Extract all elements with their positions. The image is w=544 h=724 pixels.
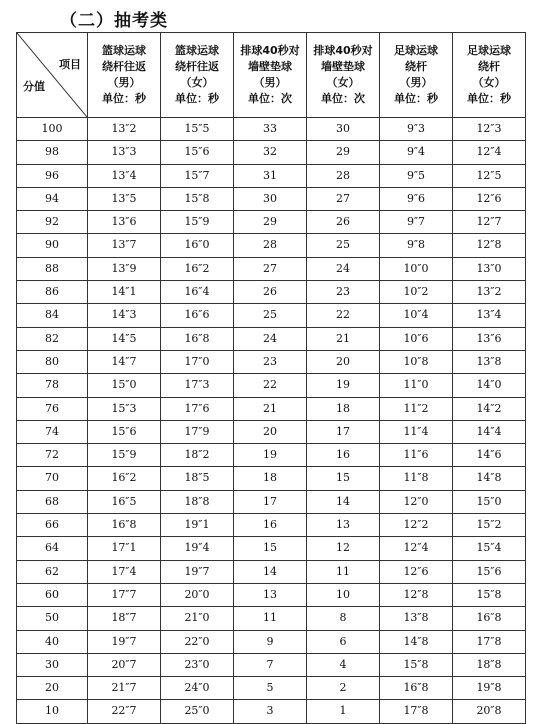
value-cell: 18	[234, 467, 307, 490]
column-header-line: 单位：次	[321, 92, 365, 105]
value-cell: 10″8	[380, 350, 453, 373]
value-cell: 24	[234, 327, 307, 350]
value-cell: 15″6	[453, 560, 526, 583]
value-cell: 16″6	[161, 304, 234, 327]
value-cell: 15″2	[453, 514, 526, 537]
value-cell: 14	[234, 560, 307, 583]
value-cell: 11	[307, 560, 380, 583]
value-cell: 12″8	[453, 234, 526, 257]
value-cell: 12″6	[380, 560, 453, 583]
value-cell: 9″3	[380, 118, 453, 141]
score-cell: 72	[17, 444, 88, 467]
table-row	[17, 374, 526, 397]
value-cell: 2	[307, 677, 380, 700]
value-cell: 15″5	[161, 118, 234, 141]
score-cell: 10	[17, 700, 88, 723]
value-cell: 14″5	[88, 327, 161, 350]
score-cell: 66	[17, 514, 88, 537]
table-row	[17, 607, 526, 630]
value-cell: 17″0	[161, 350, 234, 373]
value-cell: 18″8	[453, 653, 526, 676]
value-cell: 11″8	[380, 467, 453, 490]
value-cell: 17″9	[161, 420, 234, 443]
score-cell: 98	[17, 141, 88, 164]
score-cell: 94	[17, 187, 88, 210]
table-row	[17, 700, 526, 723]
value-cell: 12″4	[380, 537, 453, 560]
value-cell: 17″6	[161, 397, 234, 420]
column-header	[453, 33, 526, 118]
value-cell: 9	[234, 630, 307, 653]
diagonal-line	[17, 33, 87, 117]
score-cell: 76	[17, 397, 88, 420]
value-cell: 21	[307, 327, 380, 350]
value-cell: 12″8	[380, 583, 453, 606]
value-cell: 19″1	[161, 514, 234, 537]
score-cell: 96	[17, 164, 88, 187]
value-cell: 18″7	[88, 607, 161, 630]
score-cell: 78	[17, 374, 88, 397]
value-cell: 25	[307, 234, 380, 257]
score-cell: 64	[17, 537, 88, 560]
score-cell: 50	[17, 607, 88, 630]
column-header-line: 墙壁垫球	[321, 60, 365, 73]
value-cell: 27	[234, 257, 307, 280]
corner-score-label: 分值	[23, 80, 45, 93]
value-cell: 14″8	[380, 630, 453, 653]
value-cell: 31	[234, 164, 307, 187]
value-cell: 23	[307, 281, 380, 304]
value-cell: 16″8	[453, 607, 526, 630]
value-cell: 13″8	[453, 350, 526, 373]
value-cell: 9″8	[380, 234, 453, 257]
value-cell: 17″1	[88, 537, 161, 560]
value-cell: 15″6	[161, 141, 234, 164]
column-header-line: 绕杆	[405, 60, 427, 73]
value-cell: 10	[307, 583, 380, 606]
value-cell: 22″7	[88, 700, 161, 723]
header-row	[17, 33, 526, 118]
value-cell: 15″7	[161, 164, 234, 187]
value-cell: 21	[234, 397, 307, 420]
value-cell: 12″6	[453, 187, 526, 210]
value-cell: 33	[234, 118, 307, 141]
table-row	[17, 444, 526, 467]
value-cell: 13″4	[453, 304, 526, 327]
column-header-line: 单位：秒	[394, 92, 438, 105]
column-header-line: 篮球运球	[175, 44, 219, 57]
score-cell: 80	[17, 350, 88, 373]
value-cell: 15″8	[161, 187, 234, 210]
column-header-line: 单位：秒	[102, 92, 146, 105]
value-cell: 25″0	[161, 700, 234, 723]
value-cell: 10″2	[380, 281, 453, 304]
score-cell: 100	[17, 118, 88, 141]
value-cell: 14″4	[453, 420, 526, 443]
column-header-line: 单位：秒	[467, 92, 511, 105]
value-cell: 16″8	[380, 677, 453, 700]
table-row	[17, 257, 526, 280]
value-cell: 14″7	[88, 350, 161, 373]
value-cell: 13″2	[453, 281, 526, 304]
value-cell: 16	[234, 514, 307, 537]
value-cell: 27	[307, 187, 380, 210]
value-cell: 17″7	[88, 583, 161, 606]
value-cell: 28	[307, 164, 380, 187]
value-cell: 11″4	[380, 420, 453, 443]
value-cell: 15″6	[88, 420, 161, 443]
value-cell: 13	[234, 583, 307, 606]
corner-item-label: 项目	[59, 58, 81, 71]
value-cell: 24″0	[161, 677, 234, 700]
table-row	[17, 583, 526, 606]
value-cell: 16	[307, 444, 380, 467]
table-row	[17, 397, 526, 420]
corner-header	[17, 33, 88, 118]
table-row	[17, 490, 526, 513]
value-cell: 13″8	[380, 607, 453, 630]
value-cell: 18″8	[161, 490, 234, 513]
value-cell: 20	[234, 420, 307, 443]
value-cell: 15	[307, 467, 380, 490]
value-cell: 21″0	[161, 607, 234, 630]
value-cell: 21″7	[88, 677, 161, 700]
score-table-body	[17, 118, 526, 724]
score-cell: 60	[17, 583, 88, 606]
value-cell: 13″6	[88, 211, 161, 234]
value-cell: 1	[307, 700, 380, 723]
value-cell: 12″7	[453, 211, 526, 234]
column-header-line: 排球40秒对	[240, 44, 300, 57]
value-cell: 13″3	[88, 141, 161, 164]
value-cell: 30	[307, 118, 380, 141]
value-cell: 25	[234, 304, 307, 327]
column-header	[88, 33, 161, 118]
column-header-line: （女）	[472, 76, 506, 89]
value-cell: 9″7	[380, 211, 453, 234]
value-cell: 22	[307, 304, 380, 327]
value-cell: 13″2	[88, 118, 161, 141]
value-cell: 15″9	[88, 444, 161, 467]
value-cell: 23″0	[161, 653, 234, 676]
value-cell: 11″0	[380, 374, 453, 397]
column-header-line: 绕杆往返	[175, 60, 219, 73]
value-cell: 19″7	[88, 630, 161, 653]
value-cell: 7	[234, 653, 307, 676]
value-cell: 14″1	[88, 281, 161, 304]
score-cell: 90	[17, 234, 88, 257]
table-row	[17, 164, 526, 187]
value-cell: 15	[234, 537, 307, 560]
value-cell: 16″5	[88, 490, 161, 513]
value-cell: 12″2	[380, 514, 453, 537]
value-cell: 28	[234, 234, 307, 257]
value-cell: 17″3	[161, 374, 234, 397]
value-cell: 15″4	[453, 537, 526, 560]
column-header-line: 篮球运球	[102, 44, 146, 57]
section-title: （二）抽考类	[60, 11, 168, 31]
score-cell: 88	[17, 257, 88, 280]
table-row	[17, 514, 526, 537]
table-row	[17, 234, 526, 257]
value-cell: 11″6	[380, 444, 453, 467]
score-cell: 84	[17, 304, 88, 327]
value-cell: 13″4	[88, 164, 161, 187]
value-cell: 32	[234, 141, 307, 164]
table-row	[17, 141, 526, 164]
score-cell: 82	[17, 327, 88, 350]
column-header	[234, 33, 307, 118]
column-header-line: （男）	[253, 76, 287, 89]
table-row	[17, 653, 526, 676]
value-cell: 20″0	[161, 583, 234, 606]
column-header-line: （男）	[107, 76, 141, 89]
value-cell: 17″8	[380, 700, 453, 723]
value-cell: 15″9	[161, 211, 234, 234]
column-header-line: （女）	[326, 76, 360, 89]
column-header-line: 单位：秒	[175, 92, 219, 105]
column-header	[307, 33, 380, 118]
value-cell: 4	[307, 653, 380, 676]
table-row	[17, 187, 526, 210]
table-row	[17, 467, 526, 490]
value-cell: 13″7	[88, 234, 161, 257]
value-cell: 12″4	[453, 141, 526, 164]
score-cell: 68	[17, 490, 88, 513]
column-header-line: 排球40秒对	[313, 44, 373, 57]
value-cell: 24	[307, 257, 380, 280]
value-cell: 16″0	[161, 234, 234, 257]
value-cell: 20	[307, 350, 380, 373]
value-cell: 12″5	[453, 164, 526, 187]
column-header-line: 绕杆往返	[102, 60, 146, 73]
value-cell: 14	[307, 490, 380, 513]
value-cell: 12″0	[380, 490, 453, 513]
column-header-line: 墙壁垫球	[248, 60, 292, 73]
column-header-line: （女）	[180, 76, 214, 89]
value-cell: 15″0	[88, 374, 161, 397]
table-row	[17, 677, 526, 700]
value-cell: 18″2	[161, 444, 234, 467]
score-cell: 20	[17, 677, 88, 700]
table-row	[17, 118, 526, 141]
score-cell: 86	[17, 281, 88, 304]
value-cell: 14″6	[453, 444, 526, 467]
value-cell: 18″5	[161, 467, 234, 490]
value-cell: 23	[234, 350, 307, 373]
value-cell: 16″2	[161, 257, 234, 280]
score-cell: 62	[17, 560, 88, 583]
value-cell: 11″2	[380, 397, 453, 420]
value-cell: 3	[234, 700, 307, 723]
table-row	[17, 630, 526, 653]
value-cell: 17	[307, 420, 380, 443]
column-header	[380, 33, 453, 118]
table-row	[17, 211, 526, 234]
table-row	[17, 537, 526, 560]
value-cell: 26	[307, 211, 380, 234]
value-cell: 9″5	[380, 164, 453, 187]
value-cell: 19″8	[453, 677, 526, 700]
table-row	[17, 304, 526, 327]
value-cell: 14″8	[453, 467, 526, 490]
value-cell: 22″0	[161, 630, 234, 653]
value-cell: 8	[307, 607, 380, 630]
value-cell: 12″3	[453, 118, 526, 141]
value-cell: 15″8	[380, 653, 453, 676]
value-cell: 19	[234, 444, 307, 467]
value-cell: 9″6	[380, 187, 453, 210]
value-cell: 15″0	[453, 490, 526, 513]
value-cell: 15″8	[453, 583, 526, 606]
value-cell: 14″0	[453, 374, 526, 397]
column-header	[161, 33, 234, 118]
column-header-line: 单位：次	[248, 92, 292, 105]
table-row	[17, 281, 526, 304]
value-cell: 5	[234, 677, 307, 700]
value-cell: 9″4	[380, 141, 453, 164]
value-cell: 17″8	[453, 630, 526, 653]
table-row	[17, 327, 526, 350]
value-cell: 29	[234, 211, 307, 234]
score-cell: 92	[17, 211, 88, 234]
value-cell: 13	[307, 514, 380, 537]
value-cell: 19	[307, 374, 380, 397]
value-cell: 10″4	[380, 304, 453, 327]
value-cell: 19″7	[161, 560, 234, 583]
value-cell: 18	[307, 397, 380, 420]
value-cell: 16″2	[88, 467, 161, 490]
value-cell: 6	[307, 630, 380, 653]
score-cell: 70	[17, 467, 88, 490]
value-cell: 20″8	[453, 700, 526, 723]
value-cell: 16″8	[88, 514, 161, 537]
value-cell: 13″5	[88, 187, 161, 210]
value-cell: 19″4	[161, 537, 234, 560]
value-cell: 10″0	[380, 257, 453, 280]
value-cell: 14″2	[453, 397, 526, 420]
column-header-line: 足球运球	[467, 44, 511, 57]
score-table	[16, 32, 526, 724]
value-cell: 13″6	[453, 327, 526, 350]
value-cell: 29	[307, 141, 380, 164]
value-cell: 13″9	[88, 257, 161, 280]
value-cell: 16″4	[161, 281, 234, 304]
table-row	[17, 560, 526, 583]
score-cell: 30	[17, 653, 88, 676]
value-cell: 11	[234, 607, 307, 630]
score-cell: 40	[17, 630, 88, 653]
value-cell: 16″8	[161, 327, 234, 350]
score-cell: 74	[17, 420, 88, 443]
value-cell: 30	[234, 187, 307, 210]
column-header-line: 足球运球	[394, 44, 438, 57]
value-cell: 20″7	[88, 653, 161, 676]
value-cell: 14″3	[88, 304, 161, 327]
value-cell: 26	[234, 281, 307, 304]
value-cell: 22	[234, 374, 307, 397]
column-header-line: 绕杆	[478, 60, 500, 73]
value-cell: 17	[234, 490, 307, 513]
table-row	[17, 350, 526, 373]
value-cell: 15″3	[88, 397, 161, 420]
column-header-line: （男）	[399, 76, 433, 89]
value-cell: 17″4	[88, 560, 161, 583]
value-cell: 13″0	[453, 257, 526, 280]
value-cell: 10″6	[380, 327, 453, 350]
table-row	[17, 420, 526, 443]
value-cell: 12	[307, 537, 380, 560]
